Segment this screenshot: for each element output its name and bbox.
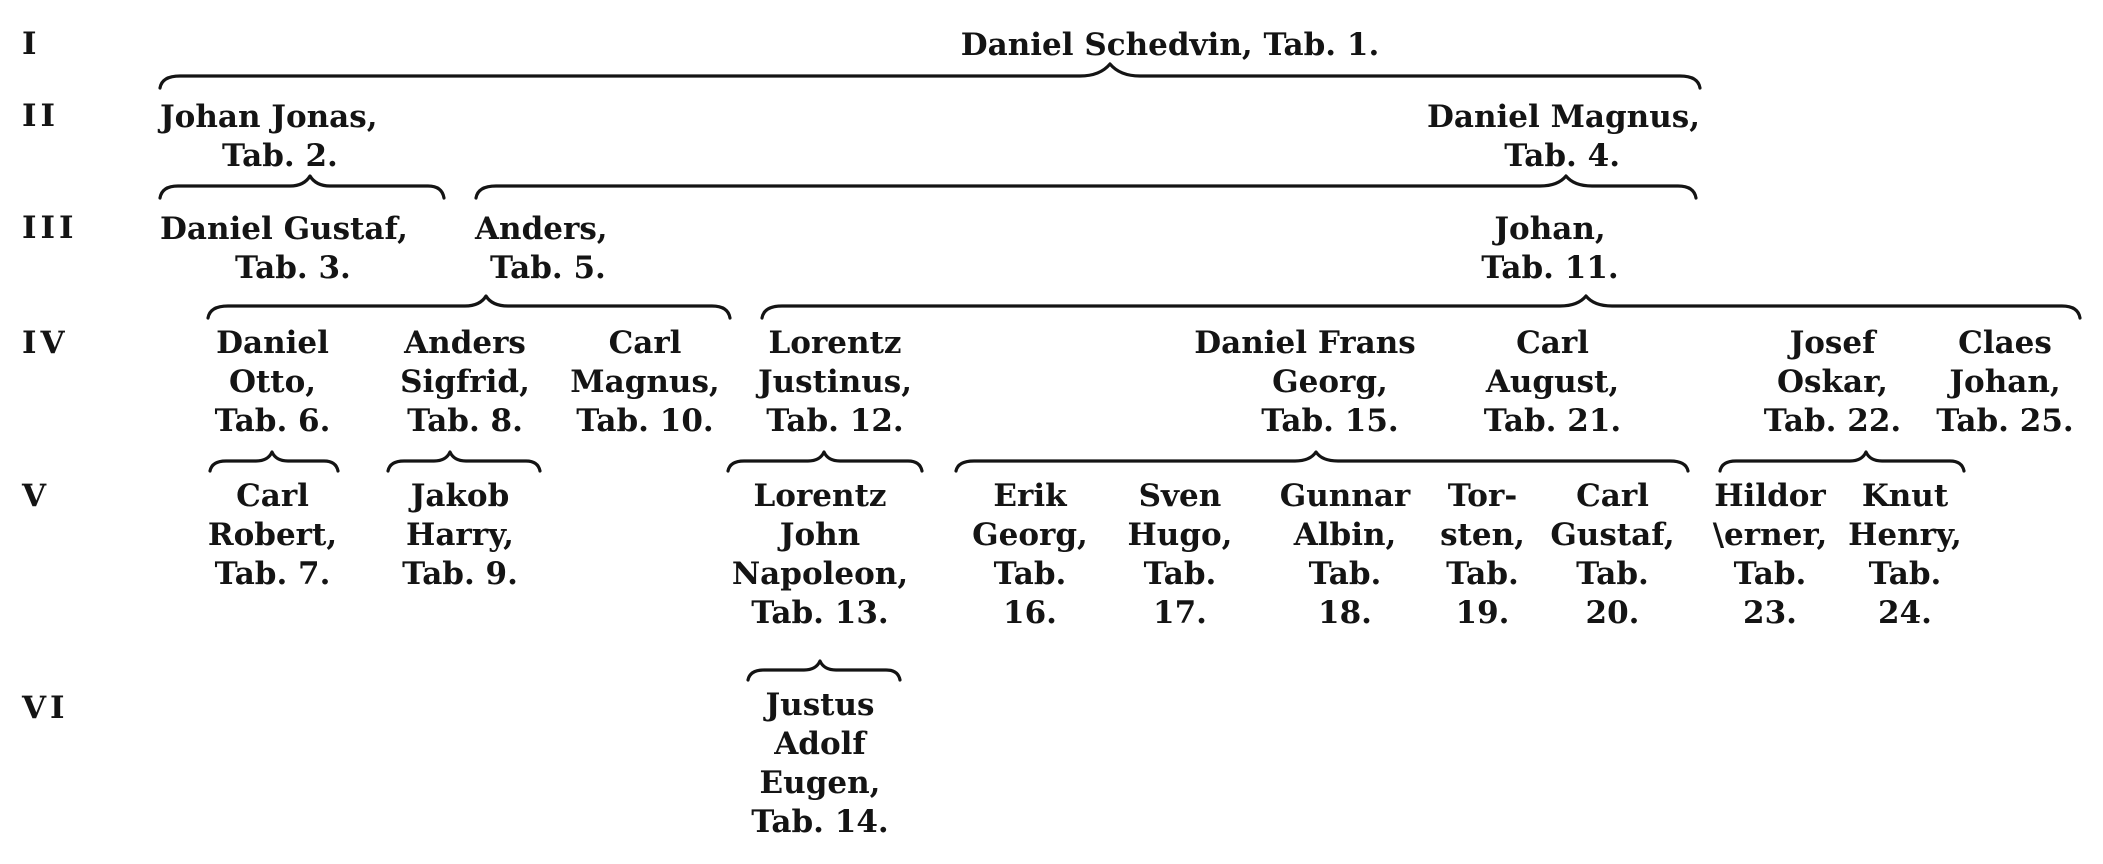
brace-daniel-frans-georg-children <box>956 452 1688 471</box>
node-line: Tab. <box>1308 556 1382 592</box>
brace-josef-oskar-children <box>1720 452 1964 471</box>
node-line: Hugo, <box>1127 517 1233 553</box>
node-line: Harry, <box>406 517 514 553</box>
node-line: Tab. 10. <box>576 403 714 439</box>
generation-label-vi: VI <box>22 690 69 726</box>
brace-lorentz-justinus-children <box>728 452 922 471</box>
node-line: Napoleon, <box>731 556 909 592</box>
node-line: Tab. 4. <box>1504 138 1620 174</box>
node-line: Daniel Magnus, <box>1427 99 1700 135</box>
node-line: Anders, <box>475 211 608 247</box>
brace-johan-jonas-children <box>160 176 444 198</box>
node-line: Daniel Schedvin, Tab. 1. <box>960 27 1380 63</box>
node-line: Robert, <box>207 517 338 553</box>
node-line: Tab. 2. <box>222 138 338 174</box>
generation-label-iii: III <box>22 210 78 246</box>
node-line: Oskar, <box>1777 364 1888 400</box>
node-line: Carl <box>608 325 682 361</box>
node-line: Tab. 3. <box>235 250 351 286</box>
node-line: Carl <box>1576 478 1649 514</box>
node-line: Albin, <box>1293 517 1397 553</box>
node-line: Georg, <box>1272 364 1388 400</box>
node-line: 20. <box>1585 595 1640 631</box>
node-line: 19. <box>1455 595 1510 631</box>
node-line: Claes <box>1958 325 2052 361</box>
generation-label-ii: II <box>22 98 60 134</box>
brace-anders-sigfrid-children <box>388 452 540 471</box>
node-line: 24. <box>1878 595 1932 631</box>
node-line: Tab. 8. <box>407 403 523 439</box>
node-line: Sigfrid, <box>400 364 530 400</box>
node-line: Carl <box>1516 325 1589 361</box>
node-line: Tab. 12. <box>766 403 904 439</box>
node-line: Tab. 21. <box>1483 403 1622 439</box>
brace-schedvin-children <box>160 64 1700 88</box>
node-line: Tab. 9. <box>402 556 518 592</box>
node-line: Georg, <box>972 517 1088 553</box>
node-line: Hildor <box>1714 478 1826 514</box>
node-line: Lorentz <box>753 478 887 514</box>
node-line: Jakob <box>410 478 510 514</box>
node-line: Daniel <box>216 325 329 361</box>
node-line: 17. <box>1153 595 1207 631</box>
node-line: Adolf <box>774 726 866 762</box>
node-line: Johan, <box>1494 211 1606 247</box>
node-line: August, <box>1485 364 1620 400</box>
node-line: Tab. 7. <box>214 556 331 592</box>
node-line: Justus <box>765 687 875 723</box>
node-line: Tab. <box>1868 556 1942 592</box>
generation-label-i: I <box>22 26 41 62</box>
node-line: Tab. 5. <box>490 250 606 286</box>
node-line: John <box>779 517 861 553</box>
node-line: Tab. <box>993 556 1067 592</box>
node-line: Tor- <box>1447 478 1518 514</box>
brace-johan-children <box>762 296 2080 318</box>
node-line: Tab. <box>1733 556 1807 592</box>
generation-label-v: V <box>22 478 51 514</box>
brace-daniel-magnus-children <box>476 176 1696 198</box>
node-line: Tab. 14. <box>751 804 889 840</box>
node-line: Erik <box>993 478 1067 514</box>
node-line: Tab. 22. <box>1763 403 1902 439</box>
node-line: Daniel Frans <box>1194 325 1416 361</box>
node-line: Otto, <box>228 364 317 400</box>
node-line: Johan, <box>1949 364 2061 400</box>
node-line: 16. <box>1003 595 1057 631</box>
node-line: Josef <box>1789 325 1876 361</box>
node-line: Henry, <box>1848 517 1962 553</box>
node-line: Tab. <box>1143 556 1217 592</box>
node-line: Johan Jonas, <box>160 99 378 135</box>
node-line: 18. <box>1318 595 1372 631</box>
node-line: Tab. <box>1446 556 1519 592</box>
brace-lorentz-john-napoleon-children <box>748 661 900 680</box>
node-line: \erner, <box>1712 517 1828 553</box>
node-line: Tab. 13. <box>751 595 889 631</box>
brace-anders-children <box>208 296 730 318</box>
node-line: Eugen, <box>759 765 881 801</box>
node-line: Tab. <box>1576 556 1649 592</box>
node-line: sten, <box>1440 517 1525 553</box>
node-line: Daniel Gustaf, <box>160 211 408 247</box>
node-line: 23. <box>1743 595 1797 631</box>
node-line: Tab. 11. <box>1481 250 1619 286</box>
node-line: Knut <box>1861 478 1949 514</box>
node-line: Sven <box>1138 478 1222 514</box>
node-line: Anders <box>404 325 526 361</box>
node-line: Magnus, <box>570 364 720 400</box>
generation-label-iv: IV <box>22 325 69 361</box>
brace-daniel-otto-children <box>210 452 338 471</box>
node-line: Gunnar <box>1279 478 1411 514</box>
node-line: Carl <box>236 478 309 514</box>
node-line: Lorentz <box>768 325 902 361</box>
node-line: Justinus, <box>757 364 913 400</box>
node-line: Gustaf, <box>1550 517 1675 553</box>
node-line: Tab. 6. <box>214 403 331 439</box>
node-line: Tab. 15. <box>1261 403 1399 439</box>
node-line: Tab. 25. <box>1936 403 2074 439</box>
